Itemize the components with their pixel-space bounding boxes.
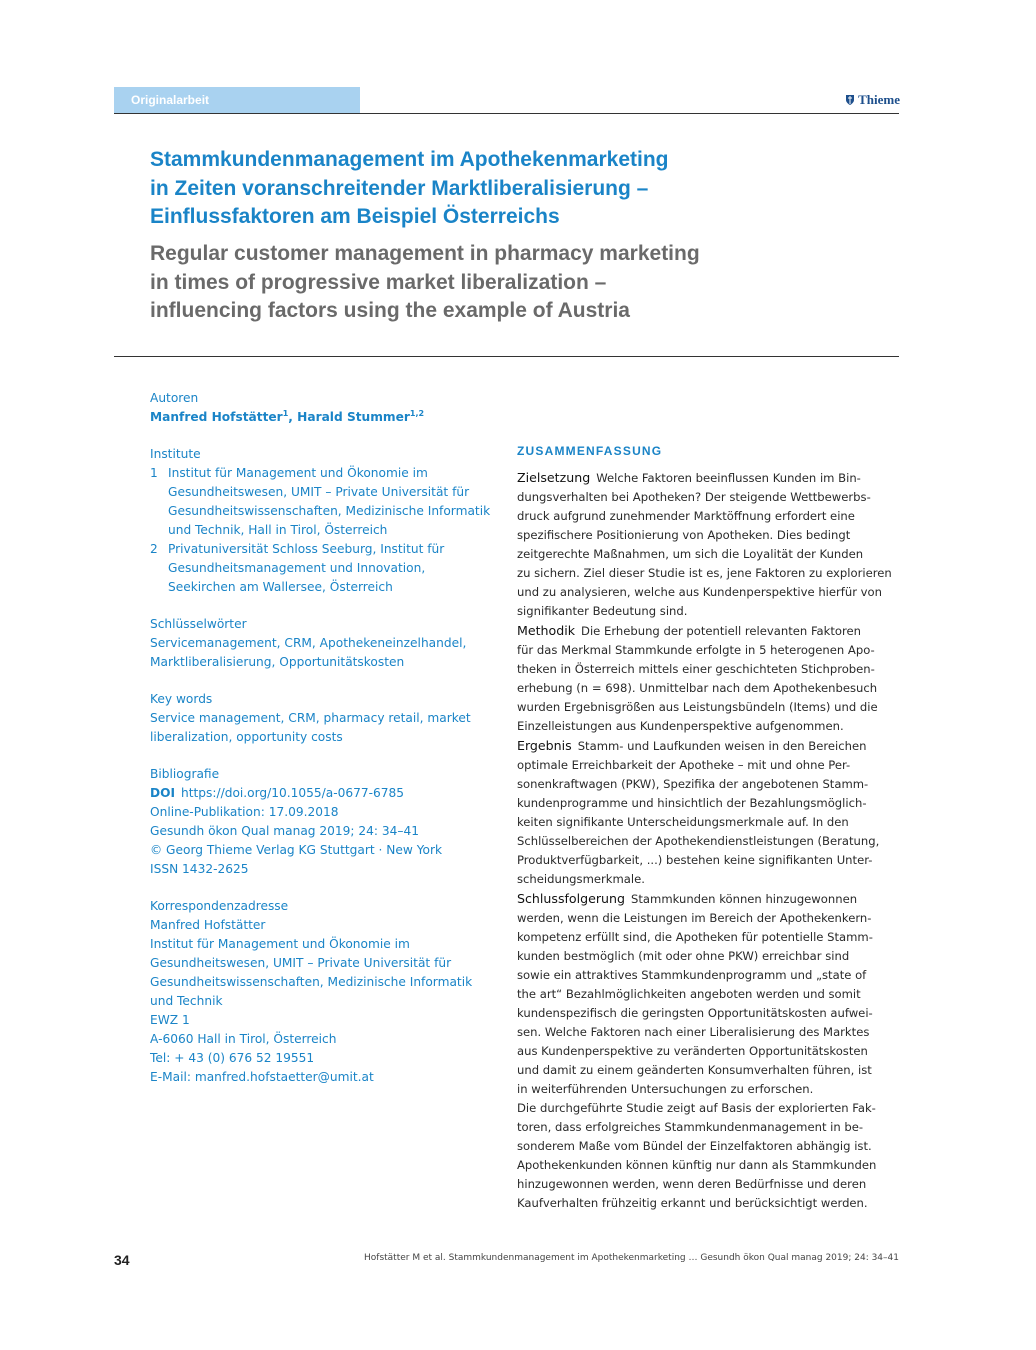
institute-line: Seekirchen am Wallersee, Österreich xyxy=(168,580,393,594)
abstract-line: wurden Ergebnisgrößen aus Leistungsbündeln (Items) und die xyxy=(517,700,878,714)
abstract-line: kunden bestmöglich (mit oder ohne PKW) erreichbar sind xyxy=(517,949,850,963)
abstract-section-methods xyxy=(517,621,878,736)
abstract-line: Welche Faktoren beeinflussen Kunden im Bin- xyxy=(596,471,861,485)
thieme-shield-icon xyxy=(845,94,855,106)
bibliography-line: © Georg Thieme Verlag KG Stuttgart · New York xyxy=(150,843,443,857)
institute-line: Gesundheitsmanagement und Innovation, xyxy=(168,561,426,575)
authors-block xyxy=(150,389,480,427)
institute-line: Institut für Management und Ökonomie im xyxy=(168,466,428,480)
author-list xyxy=(150,408,480,427)
metadata-column xyxy=(150,389,491,1105)
institute-line: und Technik, Hall in Tirol, Österreich xyxy=(168,523,388,537)
abstract-column xyxy=(517,442,892,1213)
abstract-line: sonenkraftwagen (PKW), Spezifika der angebotenen Stamm- xyxy=(517,777,869,791)
abstract-line: sonderem Maße vom Bündel der Einzelfaktoren abhängig ist. xyxy=(517,1139,872,1153)
publisher-name: Thieme xyxy=(858,92,900,107)
abstract-line: Einzelleistungen aus Kundenperspektive aufgenommen. xyxy=(517,719,844,733)
institutes-label: Institute xyxy=(150,447,201,461)
abstract-line: aus Kundenperspektive zu veränderten Opportunitätskosten xyxy=(517,1044,868,1058)
authors-label: Autoren xyxy=(150,391,199,405)
doi-line xyxy=(150,784,480,803)
correspondence-block xyxy=(150,897,480,1087)
abstract-line: und damit zu einem geänderten Konsumverhalten führen, ist xyxy=(517,1063,872,1077)
abstract-line: Apothekenkunden können künftig nur dann als Stammkunden xyxy=(517,1158,877,1172)
abstract-line: sen. Welche Faktoren nach einer Liberalisierung des Marktes xyxy=(517,1025,870,1039)
abstract-section-objective xyxy=(517,468,892,621)
abstract-line: Kaufverhalten frühzeitig erkannt und berücksichtigt werden. xyxy=(517,1196,868,1210)
abstract-section-closing xyxy=(517,1099,877,1213)
keywords-line: Service management, CRM, pharmacy retail, market xyxy=(150,711,471,725)
keywords-english-label: Key words xyxy=(150,692,213,706)
institutes-block xyxy=(150,445,491,597)
institute-line: Gesundheitswesen, UMIT – Private Universität für xyxy=(168,485,470,499)
keywords-german-block xyxy=(150,615,480,672)
section-heading: Schlussfolgerung xyxy=(517,891,626,906)
abstract-line: für das Merkmal Stammkunde erfolgte in 5 heterogenen Apo- xyxy=(517,643,875,657)
bibliography-block xyxy=(150,765,480,879)
abstract-line: erhebung (n = 698). Unmittelbar nach dem Apothekenbesuch xyxy=(517,681,878,695)
abstract-line: in weiterführenden Untersuchungen zu erforschen. xyxy=(517,1082,814,1096)
correspondence-line: Gesundheitswesen, UMIT – Private Universität für xyxy=(150,956,452,970)
bibliography-line: ISSN 1432-2625 xyxy=(150,862,249,876)
institute-item xyxy=(150,540,480,597)
title-rule xyxy=(114,356,899,357)
abstract-line: Die durchgeführte Studie zeigt auf Basis der explorierten Fak- xyxy=(517,1101,876,1115)
institute-item xyxy=(150,464,491,540)
institute-number: 1 xyxy=(150,466,158,480)
abstract-line: werden, wenn die Leistungen im Bereich der Apothekenkern- xyxy=(517,911,872,925)
keywords-line: Servicemanagement, CRM, Apothekeneinzelhandel, xyxy=(150,636,467,650)
publisher-logo xyxy=(845,92,900,108)
abstract-line: Stammkunden können hinzugewonnen xyxy=(631,892,858,906)
keywords-german-label: Schlüsselwörter xyxy=(150,617,247,631)
abstract-line: toren, dass erfolgreiches Stammkundenmanagement in be- xyxy=(517,1120,864,1134)
abstract-heading: ZUSAMMENFASSUNG xyxy=(517,444,663,458)
abstract-line: optimale Erreichbarkeit der Apotheke – mit und ohne Per- xyxy=(517,758,851,772)
section-heading: Methodik xyxy=(517,623,576,638)
author-name: Harald Stummer xyxy=(297,410,410,424)
abstract-line: signifikanter Bedeutung sind. xyxy=(517,604,688,618)
institute-number: 2 xyxy=(150,542,158,556)
abstract-section-conclusion xyxy=(517,889,873,1099)
abstract-line: scheidungsmerkmale. xyxy=(517,872,645,886)
email-link[interactable]: E-Mail: manfred.hofstaetter@umit.at xyxy=(150,1070,374,1084)
bibliography-label: Bibliografie xyxy=(150,767,220,781)
abstract-line: spezifischere Positionierung von Apotheken. Dies bedingt xyxy=(517,528,851,542)
section-label: Originalarbeit xyxy=(114,87,360,113)
abstract-line: theken in Österreich mittels einer geschichteten Stichproben- xyxy=(517,662,875,676)
correspondence-line: Tel: + 43 (0) 676 52 19551 xyxy=(150,1051,315,1065)
abstract-line: Die Erhebung der potentiell relevanten Faktoren xyxy=(581,624,861,638)
footer-citation: Hofstätter M et al. Stammkundenmanagement im Apothekenmarketing … Gesundh ökon Qual manag 2019; 24: 34–41 xyxy=(364,1253,899,1263)
correspondence-line: Gesundheitswissenschaften, Medizinische Informatik xyxy=(150,975,473,989)
institute-line: Gesundheitswissenschaften, Medizinische Informatik xyxy=(168,504,491,518)
abstract-line: the art“ Bezahlmöglichkeiten angeboten werden und somit xyxy=(517,987,861,1001)
correspondence-label: Korrespondenzadresse xyxy=(150,899,289,913)
section-heading: Ergebnis xyxy=(517,738,572,753)
correspondence-line: A-6060 Hall in Tirol, Österreich xyxy=(150,1032,337,1046)
article-title-german: Stammkundenmanagement im Apothekenmarketing in Zeiten voranschreitender Marktliberalisierung – Einflussfaktoren am Beispiel Österreichs xyxy=(150,148,669,228)
header-rule xyxy=(114,113,899,114)
correspondence-line: Manfred Hofstätter xyxy=(150,918,266,932)
correspondence-line: und Technik xyxy=(150,994,223,1008)
abstract-line: kundenprogramme und hinsichtlich der Bezahlungsmöglich- xyxy=(517,796,867,810)
abstract-line: Produktverfügbarkeit, ...) bestehen keine signifikanten Unter- xyxy=(517,853,873,867)
abstract-line: keiten signifikante Unterscheidungsmerkmale auf. In den xyxy=(517,815,849,829)
author-separator: , xyxy=(288,410,298,424)
abstract-line: kundenspezifisch die geringsten Opportunitätskosten aufwei- xyxy=(517,1006,873,1020)
affiliation-marker: 1,2 xyxy=(409,408,425,418)
section-heading: Zielsetzung xyxy=(517,470,591,485)
abstract-line: und zu analysieren, welche aus Kundenperspektive hierfür von xyxy=(517,585,882,599)
abstract-line: zu sichern. Ziel dieser Studie ist es, jene Faktoren zu explorieren xyxy=(517,566,892,580)
article-title-english: Regular customer management in pharmacy marketing in times of progressive market liberalization – influencing factors using the example of Austria xyxy=(150,242,700,322)
abstract-section-results xyxy=(517,736,880,889)
abstract-line: kompetenz erfüllt sind, die Apotheken für potentielle Stamm- xyxy=(517,930,873,944)
abstract-line: zeitgerechte Maßnahmen, um sich die Loyalität der Kunden xyxy=(517,547,864,561)
correspondence-line: EWZ 1 xyxy=(150,1013,190,1027)
keywords-line: Marktliberalisierung, Opportunitätskosten xyxy=(150,655,405,669)
author-name: Manfred Hofstätter xyxy=(150,410,283,424)
abstract-line: sowie ein attraktives Stammkundenprogramm und „state of xyxy=(517,968,867,982)
institute-line: Privatuniversität Schloss Seeburg, Institut für xyxy=(168,542,445,556)
abstract-line: hinzugewonnen werden, wenn deren Bedürfnisse und deren xyxy=(517,1177,867,1191)
bibliography-line: Gesundh ökon Qual manag 2019; 24: 34–41 xyxy=(150,824,419,838)
abstract-line: dungsverhalten bei Apotheken? Der steigende Wettbewerbs- xyxy=(517,490,871,504)
abstract-line: druck aufgrund zunehmender Marktöffnung erfordert eine xyxy=(517,509,855,523)
abstract-line: Schlüsselbereichen der Apothekendienstleistungen (Beratung, xyxy=(517,834,880,848)
bibliography-line: Online-Publikation: 17.09.2018 xyxy=(150,805,339,819)
doi-link[interactable]: https://doi.org/10.1055/a-0677-6785 xyxy=(181,786,405,800)
correspondence-line: Institut für Management und Ökonomie im xyxy=(150,937,410,951)
page-number: 34 xyxy=(114,1252,130,1268)
doi-label: DOI xyxy=(150,786,176,800)
affiliation-marker: 1 xyxy=(282,408,289,418)
keywords-line: liberalization, opportunity costs xyxy=(150,730,343,744)
abstract-line: Stamm- und Laufkunden weisen in den Bereichen xyxy=(577,739,867,753)
keywords-english-block xyxy=(150,690,480,747)
